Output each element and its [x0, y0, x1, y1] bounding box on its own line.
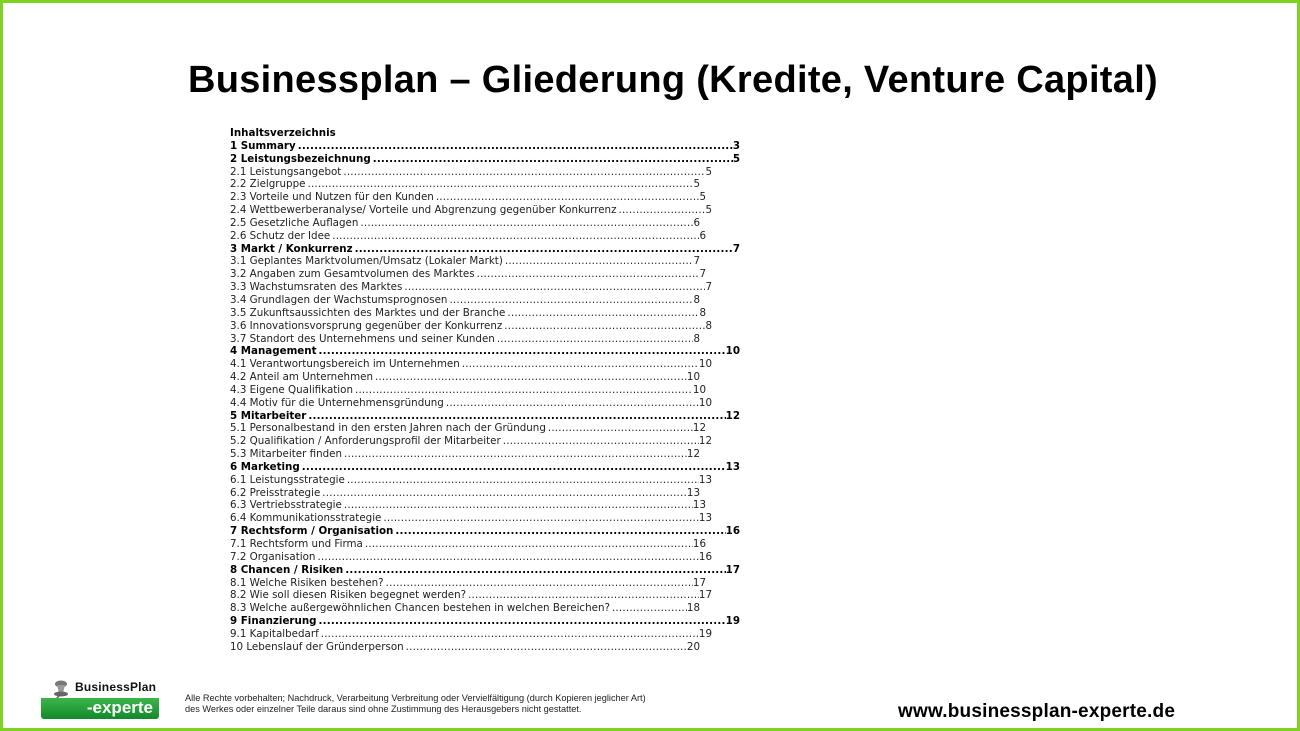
table-of-contents	[230, 127, 750, 654]
toc-entry-page: 13	[725, 460, 740, 473]
toc-section-row	[230, 538, 706, 551]
toc-section-row	[230, 577, 706, 590]
toc-section-row	[230, 422, 706, 435]
toc-leader-dots	[319, 628, 699, 641]
toc-leader-dots	[363, 538, 693, 551]
toc-leader-dots	[342, 448, 687, 461]
toc-section-row	[230, 217, 700, 230]
toc-leader-dots	[300, 461, 726, 474]
toc-entry-page: 12	[725, 409, 740, 422]
toc-section-row	[230, 551, 712, 564]
toc-entry-label: 6.1 Leistungsstrategie	[230, 473, 345, 486]
toc-chapter-row	[230, 564, 740, 577]
toc-section-row	[230, 358, 712, 371]
toc-entry-page: 17	[725, 563, 740, 576]
toc-leader-dots	[358, 217, 693, 230]
toc-section-row	[230, 384, 706, 397]
toc-chapter-row	[230, 140, 740, 153]
toc-entry-label: 3.5 Zukunftsaussichten des Marktes und der Branche	[230, 306, 506, 319]
toc-leader-dots	[460, 358, 699, 371]
toc-leader-dots	[402, 281, 705, 294]
toc-section-row	[230, 166, 712, 179]
toc-chapter-row	[230, 345, 740, 358]
toc-section-row	[230, 499, 706, 512]
website-url: www.businessplan-experte.de	[898, 701, 1176, 722]
toc-section-row	[230, 191, 706, 204]
toc-entry-label: 7 Rechtsform / Organisation	[230, 525, 394, 538]
toc-chapter-row	[230, 525, 740, 538]
toc-leader-dots	[320, 487, 687, 500]
toc-leader-dots	[475, 268, 700, 281]
toc-section-row	[230, 512, 712, 525]
toc-entry-label: 2.5 Gesetzliche Auflagen	[230, 216, 359, 229]
toc-entry-page: 12	[692, 422, 706, 435]
toc-leader-dots	[495, 333, 694, 346]
toc-section-row	[230, 230, 706, 243]
toc-entry-label: 4.2 Anteil am Unternehmen	[230, 371, 373, 384]
toc-entry-page: 7	[732, 242, 740, 255]
toc-entry-page: 6	[699, 229, 706, 242]
toc-entry-label: 5.2 Qualifikation / Anforderungsprofil der Mitarbeiter	[230, 435, 501, 448]
toc-entry-label: 1 Summary	[230, 139, 296, 152]
toc-entry-label: 7.1 Rechtsform und Firma	[230, 538, 363, 550]
logo-text-top: BusinessPlan	[75, 680, 157, 694]
toc-entry-page: 10	[725, 345, 740, 358]
toc-section-row	[230, 397, 712, 410]
toc-leader-dots	[444, 397, 699, 410]
toc-entry-page: 8	[705, 319, 712, 332]
toc-entry-label: 8.1 Welche Risiken bestehen?	[230, 576, 384, 589]
toc-section-row	[230, 435, 712, 448]
toc-leader-dots	[371, 153, 733, 166]
toc-chapter-row	[230, 243, 740, 256]
toc-entry-label: 4.1 Verantwortungsbereich im Unternehmen	[230, 358, 460, 371]
copyright-line-1: Alle Rechte vorbehalten; Nachdruck, Verarbeitung Verbreitung oder Vervielfältigung (durch Kopieren jeglicher Art)	[185, 693, 646, 703]
toc-leader-dots	[330, 230, 699, 243]
toc-section-row	[230, 178, 700, 191]
toc-leader-dots	[345, 474, 699, 487]
toc-entry-label: 3 Markt / Konkurrenz	[230, 242, 353, 255]
toc-leader-dots	[317, 615, 726, 628]
toc-entry-page: 13	[698, 473, 712, 486]
toc-leader-dots	[381, 512, 698, 525]
toc-section-row	[230, 474, 712, 487]
toc-entry-page: 13	[686, 486, 700, 499]
toc-entry-label: 9 Finanzierung	[230, 615, 317, 628]
toc-entry-label: 6.2 Preisstrategie	[230, 486, 321, 499]
toc-entry-page: 13	[692, 499, 706, 512]
toc-entry-label: 3.4 Grundlagen der Wachstumsprognosen	[230, 293, 448, 306]
toc-entry-label: 4.3 Eigene Qualifikation	[230, 383, 353, 396]
toc-section-row	[230, 268, 706, 281]
toc-entry-label: 5.3 Mitarbeiter finden	[230, 448, 342, 461]
toc-leader-dots	[404, 641, 687, 654]
toc-chapter-row	[230, 153, 740, 166]
toc-entry-page: 20	[686, 640, 700, 653]
toc-entry-page: 19	[725, 615, 740, 628]
toc-entry-page: 3	[732, 139, 740, 152]
toc-entry-page: 5	[705, 165, 712, 178]
businessplan-experte-logo	[39, 677, 161, 721]
toc-entry-page: 7	[699, 268, 706, 281]
toc-entry-label: 3.2 Angaben zum Gesamtvolumen des Marktes	[230, 268, 475, 281]
toc-leader-dots	[610, 602, 687, 615]
toc-leader-dots	[353, 243, 733, 256]
toc-heading: Inhaltsverzeichnis	[230, 127, 336, 139]
toc-entry-label: 4.4 Motiv für die Unternehmensgründung	[230, 396, 444, 409]
toc-entry-label: 2.6 Schutz der Idee	[230, 229, 331, 242]
toc-leader-dots	[315, 551, 698, 564]
toc-entry-page: 17	[692, 576, 706, 589]
toc-entry-label: 5 Mitarbeiter	[230, 409, 307, 422]
toc-entry-page: 13	[698, 512, 712, 525]
toc-entry-label: 6.4 Kommunikationsstrategie	[230, 512, 382, 525]
toc-entry-label: 9.1 Kapitalbedarf	[230, 627, 319, 640]
toc-entry-page: 12	[698, 435, 712, 448]
toc-entry-page: 7	[705, 281, 712, 294]
toc-entry-page: 18	[686, 602, 700, 615]
toc-leader-dots	[384, 577, 693, 590]
toc-entry-page: 5	[699, 191, 706, 204]
toc-leader-dots	[503, 255, 694, 268]
toc-entry-page: 5	[705, 204, 712, 217]
toc-entry-label: 8 Chancen / Risiken	[230, 563, 344, 576]
toc-leader-dots	[306, 410, 725, 423]
toc-entry-label: 8.2 Wie soll diesen Risiken begegnet werden?	[230, 589, 467, 602]
toc-entry-page: 5	[693, 178, 700, 191]
toc-section-row	[230, 602, 700, 615]
toc-entry-label: 2.4 Wettbewerberanalyse/ Vorteile und Abgrenzung gegenüber Konkurrenz	[230, 204, 617, 217]
toc-leader-dots	[317, 345, 726, 358]
toc-leader-dots	[434, 191, 700, 204]
toc-section-row	[230, 448, 700, 461]
copyright-line-2: des Werkes oder einzelner Teile daraus sind ohne Zustimmung des Herausgebers nicht gestattet.	[185, 704, 582, 714]
toc-entry-label: 2.3 Vorteile und Nutzen für den Kunden	[230, 191, 434, 204]
toc-entry-page: 16	[698, 550, 712, 563]
toc-section-row	[230, 589, 712, 602]
toc-leader-dots	[501, 435, 699, 448]
toc-leader-dots	[296, 140, 733, 153]
toc-leader-dots	[305, 178, 693, 191]
toc-leader-dots	[342, 499, 693, 512]
toc-leader-dots	[502, 320, 705, 333]
toc-entry-label: 2.2 Zielgruppe	[230, 178, 306, 191]
toc-entry-page: 6	[693, 216, 700, 229]
toc-leader-dots	[373, 371, 687, 384]
toc-section-row	[230, 204, 712, 217]
toc-entry-label: 3.6 Innovationsvorsprung gegenüber der Konkurrenz	[230, 319, 503, 332]
toc-entry-page: 10	[698, 396, 712, 409]
toc-leader-dots	[341, 166, 705, 179]
toc-entry-label: 2.1 Leistungsangebot	[230, 165, 342, 178]
toc-entry-page: 7	[693, 255, 700, 268]
toc-entry-label: 3.1 Geplantes Marktvolumen/Umsatz (Lokaler Markt)	[230, 255, 503, 268]
toc-section-row	[230, 487, 700, 500]
toc-leader-dots	[616, 204, 705, 217]
toc-entry-label: 6.3 Vertriebsstrategie	[230, 499, 342, 512]
toc-entry-page: 8	[693, 332, 700, 345]
toc-entry-label: 2 Leistungsbezeichnung	[230, 152, 371, 165]
toc-entry-page: 5	[732, 152, 740, 165]
toc-leader-dots	[343, 564, 725, 577]
toc-entry-label: 8.3 Welche außergewöhnlichen Chancen bestehen in welchen Bereichen?	[230, 602, 610, 615]
toc-leader-dots	[353, 384, 693, 397]
toc-entry-label: 3.7 Standort des Unternehmens und seiner Kunden	[230, 332, 495, 345]
toc-section-row	[230, 294, 700, 307]
toc-list	[230, 140, 750, 654]
toc-entry-page: 16	[692, 538, 706, 550]
toc-leader-dots	[393, 525, 725, 538]
toc-section-row	[230, 333, 700, 346]
logo-text-bottom: -experte	[86, 698, 153, 717]
toc-chapter-row	[230, 410, 740, 423]
toc-entry-label: 10 Lebenslauf der Gründerperson	[230, 640, 404, 653]
toc-entry-page: 8	[699, 306, 706, 319]
toc-entry-page: 8	[693, 293, 700, 306]
toc-entry-page: 16	[725, 525, 740, 538]
toc-section-row	[230, 255, 700, 268]
toc-section-row	[230, 371, 700, 384]
toc-chapter-row	[230, 615, 740, 628]
toc-entry-page: 12	[686, 448, 700, 461]
slide-title: Businessplan – Gliederung (Kredite, Venture Capital)	[187, 59, 1159, 101]
toc-entry-label: 3.3 Wachstumsraten des Marktes	[230, 281, 403, 294]
toc-entry-page: 17	[698, 589, 712, 602]
toc-leader-dots	[546, 422, 693, 435]
toc-section-row	[230, 307, 706, 320]
toc-entry-label: 6 Marketing	[230, 460, 300, 473]
toc-leader-dots	[447, 294, 693, 307]
toc-leader-dots	[466, 589, 699, 602]
toc-leader-dots	[505, 307, 699, 320]
toc-section-row	[230, 641, 700, 654]
toc-section-row	[230, 628, 712, 641]
toc-section-row	[230, 320, 712, 333]
toc-chapter-row	[230, 461, 740, 474]
logo-green-bar	[41, 698, 159, 719]
toc-entry-label: 4 Management	[230, 345, 317, 358]
toc-section-row	[230, 281, 712, 294]
toc-entry-page: 10	[686, 371, 700, 384]
toc-entry-label: 7.2 Organisation	[230, 550, 316, 563]
toc-entry-label: 5.1 Personalbestand in den ersten Jahren nach der Gründung	[230, 422, 546, 435]
toc-entry-page: 10	[698, 358, 712, 371]
toc-entry-page: 10	[692, 383, 706, 396]
toc-entry-page: 19	[698, 627, 712, 640]
copyright-notice	[185, 693, 646, 715]
